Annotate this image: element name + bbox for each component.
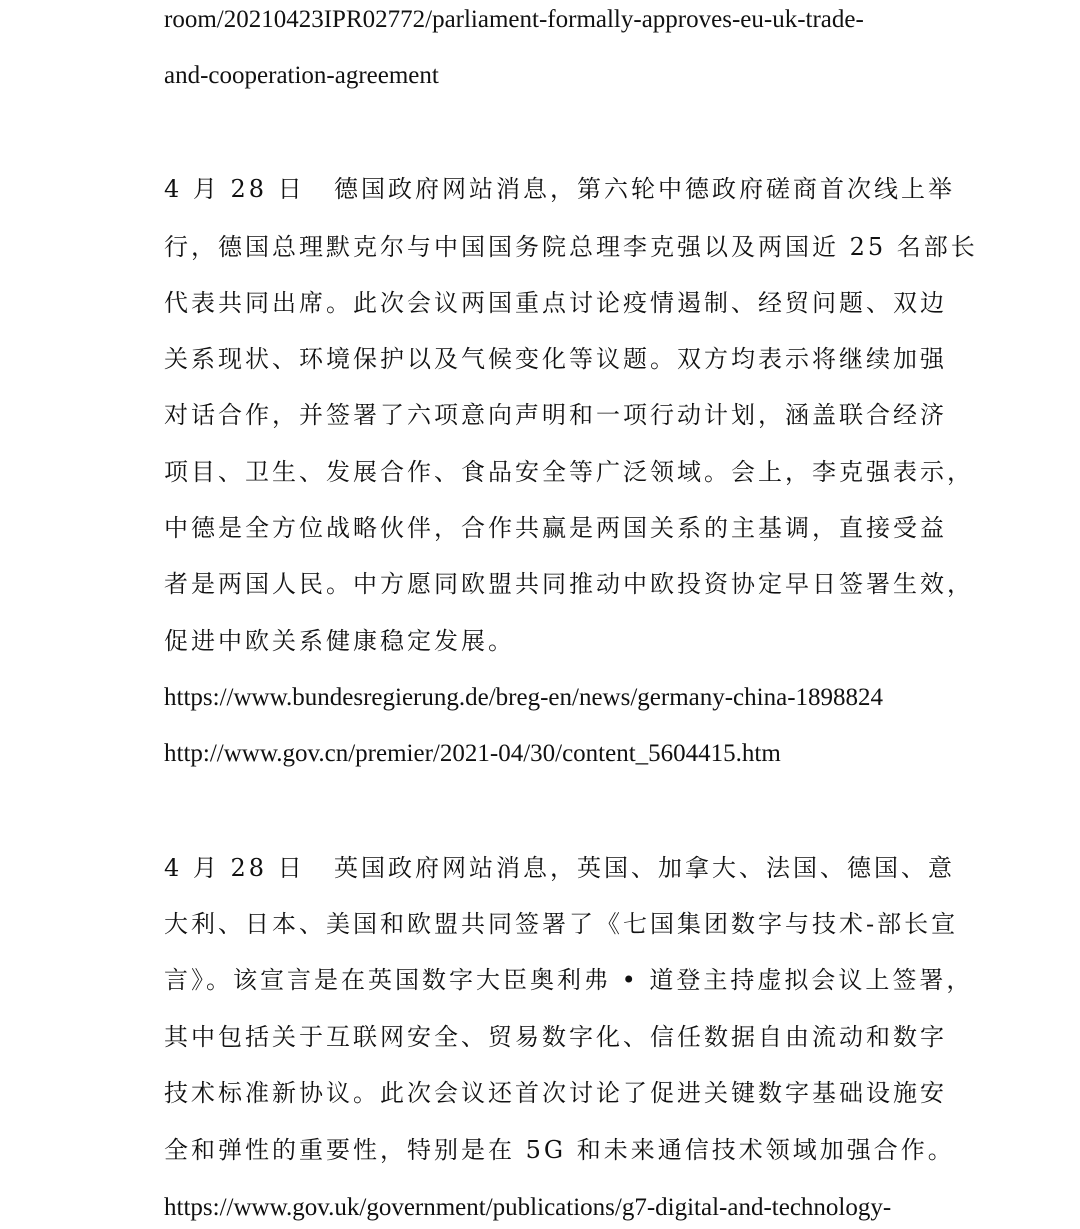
entry-text: 中德是全方位战略伙伴，合作共赢是两国关系的主基调，直接受益: [164, 514, 947, 542]
entry-text: 关系现状、环境保护以及气候变化等议题。双方均表示将继续加强: [164, 345, 947, 373]
url-link[interactable]: http://www.gov.cn/premier/2021-04/30/content_5604415.htm: [164, 740, 781, 767]
entry-date: 4 月 28 日: [164, 854, 305, 882]
url-link[interactable]: https://www.bundesregierung.de/breg-en/news/germany-china-1898824: [164, 684, 884, 711]
entry-text: 对话合作，并签署了六项意向声明和一项行动计划，涵盖联合经济: [164, 401, 947, 429]
entry-text: 大利、日本、美国和欧盟共同签署了《七国集团数字与技术-部长宣: [164, 910, 959, 938]
entry-text: 者是两国人民。中方愿同欧盟共同推动中欧投资协定早日签署生效，: [164, 570, 974, 598]
entry-text: 其中包括关于互联网安全、贸易数字化、信任数据自由流动和数字: [164, 1023, 947, 1051]
url-link[interactable]: https://www.gov.uk/government/publications/g7-digital-and-technology-: [164, 1194, 892, 1221]
entry-text: 言》。该宣言是在英国数字大臣奥利弗 • 道登主持虚拟会议上签署，: [164, 966, 974, 994]
news-entry-line: [164, 852, 955, 884]
entry-text: 英国政府网站消息，英国、加拿大、法国、德国、意: [334, 854, 955, 882]
entry-text: 代表共同出席。此次会议两国重点讨论疫情遏制、经贸问题、双边: [164, 289, 947, 317]
entry-date: 4 月 28 日: [164, 175, 305, 203]
entry-text: 行，德国总理默克尔与中国国务院总理李克强以及两国近 25 名部长: [164, 233, 978, 261]
entry-text: 技术标准新协议。此次会议还首次讨论了促进关键数字基础设施安: [164, 1079, 947, 1107]
entry-text: 促进中欧关系健康稳定发展。: [164, 627, 515, 655]
entry-text: 全和弹性的重要性，特别是在 5G 和未来通信技术领域加强合作。: [164, 1136, 955, 1164]
news-entry-line: [164, 173, 955, 205]
url-link[interactable]: room/20210423IPR02772/parliament-formally-approves-eu-uk-trade-: [164, 6, 864, 33]
entry-text: 德国政府网站消息，第六轮中德政府磋商首次线上举: [334, 175, 955, 203]
url-link[interactable]: and-cooperation-agreement: [164, 62, 439, 89]
entry-text: 项目、卫生、发展合作、食品安全等广泛领域。会上，李克强表示，: [164, 458, 974, 486]
